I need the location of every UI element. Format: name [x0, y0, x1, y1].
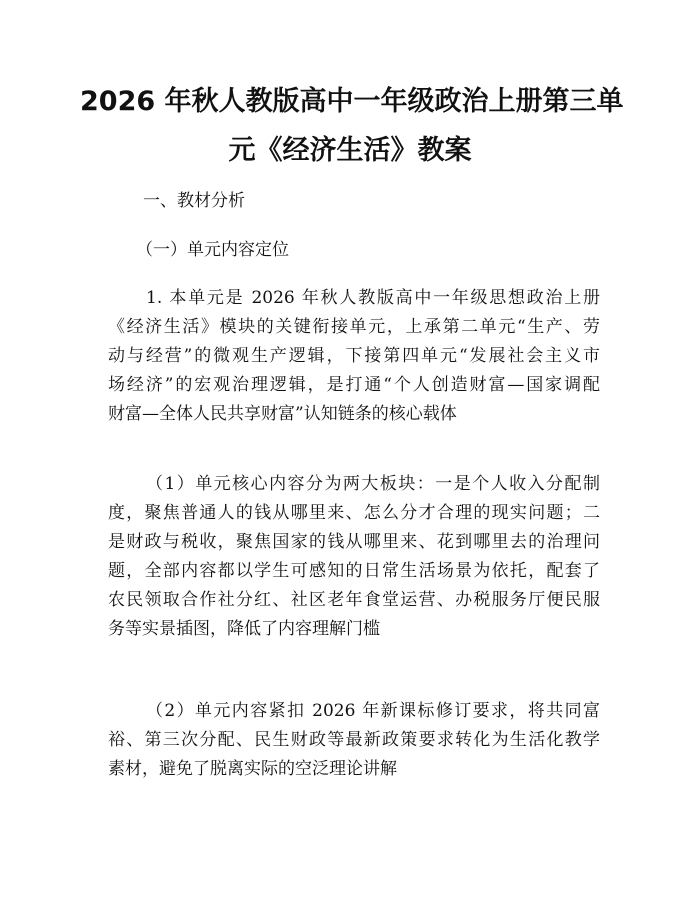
paragraph-line: 场经济”的宏观治理逻辑，是打通“个人创造财富—国家调配 — [108, 375, 600, 395]
paragraph-line: 务等实景插图，降低了内容理解门槛 — [108, 619, 380, 639]
paragraph-line: （2）单元内容紧扣 2026 年新课标修订要求，将共同富 — [146, 701, 600, 721]
paragraph-line: 裕、第三次分配、民生财政等最新政策要求转化为生活化教学 — [108, 730, 600, 750]
paragraph-line: 1. 本单元是 2026 年秋人教版高中一年级思想政治上册 — [146, 288, 600, 308]
document-title-line-1: 2026 年秋人教版高中一年级政治上册第三单 — [80, 86, 624, 117]
document-title-line-2: 元《经济生活》教案 — [228, 135, 472, 166]
paragraph-line: 是财政与税收，聚焦国家的钱从哪里来、花到哪里去的治理问 — [108, 532, 600, 552]
paragraph-line: 农民领取合作社分红、社区老年食堂运营、办税服务厅便民服 — [108, 590, 600, 610]
section-heading: 一、教材分析 — [143, 191, 245, 211]
paragraph-1 — [108, 284, 600, 429]
paragraph-line: 《经济生活》模块的关键衔接单元，上承第二单元“生产、劳 — [108, 317, 600, 337]
paragraph-3 — [108, 697, 600, 784]
paragraph-line: 度，聚焦普通人的钱从哪里来、怎么分才合理的现实问题；二 — [108, 503, 600, 523]
paragraph-line: 素材，避免了脱离实际的空泛理论讲解 — [108, 759, 397, 779]
paragraph-line: 题，全部内容都以学生可感知的日常生活场景为依托，配套了 — [108, 561, 600, 581]
paragraph-line: （1）单元核心内容分为两大板块：一是个人收入分配制 — [146, 474, 600, 494]
subsection-heading: （一）单元内容定位 — [136, 240, 289, 260]
paragraph-2 — [108, 470, 600, 644]
paragraph-line: 动与经营”的微观生产逻辑，下接第四单元“发展社会主义市 — [108, 346, 600, 366]
paragraph-line: 财富—全体人民共享财富”认知链条的核心载体 — [108, 404, 457, 424]
